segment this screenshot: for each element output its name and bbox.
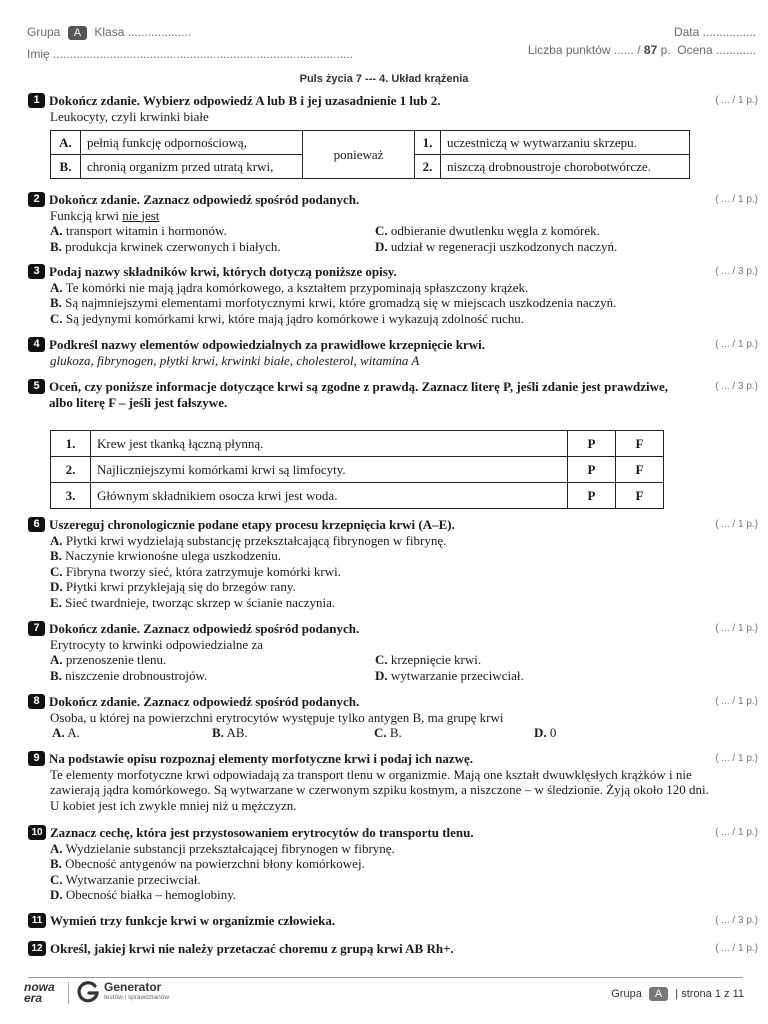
answer-row: [28, 668, 758, 684]
answer-letter: A.: [52, 725, 65, 740]
answer-a[interactable]: [50, 652, 375, 668]
task-header: [28, 379, 758, 410]
task-number: 11: [28, 913, 46, 928]
answer-letter: C.: [374, 725, 387, 740]
task-question: Podaj nazwy składników krwi, których dotyczą poniższe opisy.: [49, 264, 397, 279]
step-letter: D.: [50, 579, 63, 594]
true-false-table: [50, 430, 664, 509]
task-question: Wymień trzy funkcje krwi w organizmie człowieka.: [50, 913, 336, 928]
connector-cell: ponieważ: [303, 131, 415, 179]
answer-text: Obecność antygenów na powierzchni błony komórkowej.: [65, 856, 365, 871]
footer-group-label: Grupa: [611, 988, 642, 1000]
group-field: [27, 25, 191, 40]
task-stem: Leukocyty, czyli krwinki białe: [50, 108, 209, 124]
task-question: Określ, jakiej krwi nie należy przetaczać choremu z grupą krwi AB Rh+.: [50, 941, 454, 956]
task-6: [28, 517, 758, 610]
term-list[interactable]: glukoza, fibrynogen, płytki krwi, krwinki białe, cholesterol, witamina A: [50, 352, 420, 368]
nowa-era-logo: [24, 982, 64, 1004]
answer-row: [28, 239, 758, 255]
generator-subtitle: testów i sprawdzianów: [104, 994, 170, 1001]
task-points: ( ... / 1 p.): [715, 753, 758, 764]
item-text: Są jedynymi komórkami krwi, które mają jądro komórkowe i wykazują zdolność ruchu.: [65, 310, 525, 326]
answer-letter: C.: [50, 871, 63, 887]
answer-text: 0: [549, 725, 557, 740]
answer-text: przenoszenie tlenu.: [65, 652, 167, 667]
answer-text: B.: [389, 725, 402, 740]
generator-title: Generator: [104, 980, 162, 994]
answer-letter: B.: [50, 238, 62, 254]
step-letter: A.: [50, 532, 63, 548]
answer-text: Wytwarzanie przeciwciał.: [65, 871, 201, 887]
item-letter: C.: [50, 310, 63, 326]
task-number: 7: [28, 621, 45, 636]
answer-text: produkcja krwinek czerwonych i białych.: [65, 238, 281, 254]
task-12: [28, 941, 758, 957]
statement: Krew jest tkanką łączną płynną.: [91, 431, 568, 457]
group-badge: A: [68, 26, 87, 40]
item-c: [28, 311, 758, 327]
row-number: 2.: [51, 457, 91, 483]
logo-divider: [68, 982, 69, 1004]
class-label: Klasa ...................: [94, 25, 192, 39]
answer-text: Obecność białka – hemoglobiny.: [65, 887, 237, 902]
answer-c[interactable]: [375, 223, 700, 239]
table-row: [51, 483, 664, 509]
task-11: [28, 913, 758, 929]
answer-b[interactable]: [50, 668, 375, 684]
answer-c[interactable]: [375, 652, 700, 668]
true-option[interactable]: P: [568, 431, 616, 457]
option-number: 1.: [415, 131, 441, 155]
choice-table: [50, 130, 690, 179]
points-label: Liczba punktów ...... /: [527, 43, 641, 57]
task-question: Dokończ zdanie. Zaznacz odpowiedź spośród podanych.: [49, 621, 360, 636]
task-4: [28, 337, 758, 368]
statement: Głównym składnikiem osocza krwi jest woda.: [91, 483, 568, 509]
answer-letter: A.: [50, 223, 63, 238]
task-question: Uszereguj chronologicznie podane etapy procesu krzepnięcia krwi (A–E).: [49, 517, 455, 532]
true-option[interactable]: P: [568, 483, 616, 509]
task-2: [28, 192, 758, 254]
task-stem: [28, 208, 758, 224]
stem-text: Funkcją krwi: [50, 207, 123, 223]
answer-d[interactable]: [28, 887, 758, 903]
row-number: 3.: [51, 483, 91, 509]
task-5: [28, 379, 758, 503]
answer-a[interactable]: [52, 725, 212, 741]
task-question: Dokończ zdanie. Zaznacz odpowiedź spośród podanych.: [49, 694, 360, 709]
task-points: ( ... / 1 p.): [715, 519, 758, 530]
answer-letter: D.: [375, 238, 388, 254]
step-letter: E.: [50, 594, 62, 610]
task-question: Dokończ zdanie. Zaznacz odpowiedź spośród podanych.: [49, 192, 360, 207]
step-text: Naczynie krwionośne ulega uszkodzeniu.: [65, 548, 282, 563]
answer-letter: D.: [50, 887, 63, 902]
answer-text: niszczenie drobnoustrojów.: [65, 667, 208, 683]
item-b: [28, 295, 758, 311]
option-a[interactable]: pełnią funkcję odpornościową,: [81, 131, 303, 155]
answer-letter: A.: [50, 840, 63, 856]
answer-row: [28, 652, 758, 668]
task-7: [28, 621, 758, 683]
task-points: ( ... / 1 p.): [715, 339, 758, 350]
generator-brand: [104, 981, 169, 1002]
answer-b[interactable]: [212, 725, 374, 741]
answer-text: odbieranie dwutlenku węgla z komórek.: [390, 223, 600, 238]
answer-letter: B.: [50, 667, 62, 683]
answer-a[interactable]: [50, 223, 375, 239]
answer-letter: C.: [375, 223, 388, 238]
stem-underlined: nie jest: [122, 207, 160, 223]
step-text: Sieć twardnieje, tworząc skrzep w ścianie naczynia.: [65, 594, 336, 610]
option-1[interactable]: uczestniczą w wytwarzaniu skrzepu.: [441, 131, 690, 155]
row-number: 1.: [51, 431, 91, 457]
answer-text: udział w regeneracji uszkodzonych naczyń.: [390, 238, 618, 254]
task-question: Zaznacz cechę, która jest przystosowaniem erytrocytów do transportu tlenu.: [50, 825, 474, 840]
footer-group-badge: A: [649, 987, 668, 1001]
false-option[interactable]: F: [616, 483, 664, 509]
task-number: 5: [28, 379, 45, 394]
step-text: Płytki krwi wydzielają substancję przekształcającą fibrynogen w fibrynę.: [65, 532, 447, 548]
task-number: 3: [28, 264, 45, 279]
task-number: 12: [28, 941, 46, 956]
task-points: ( ... / 1 p.): [715, 194, 758, 205]
answer-text: Wydzielanie substancji przekształcającej fibrynogen w fibrynę.: [65, 840, 395, 856]
option-letter: A.: [51, 131, 81, 155]
table-row: [51, 457, 664, 483]
grade-label: Ocena ............: [677, 43, 756, 57]
answer-text: transport witamin i hormonów.: [65, 223, 227, 238]
answer-letter: D.: [534, 725, 547, 740]
item-a: [28, 280, 758, 296]
date-field: Data ................: [673, 25, 756, 39]
option-2[interactable]: niszczą drobnoustroje chorobotwórcze.: [441, 155, 690, 179]
answer-c[interactable]: [374, 725, 534, 741]
answer-d[interactable]: [375, 239, 700, 255]
task-8: [28, 694, 758, 741]
answer-text: krzepnięcie krwi.: [390, 652, 482, 667]
points-max: 87: [643, 43, 658, 57]
answer-letter: B.: [50, 856, 62, 871]
generator-icon: [76, 980, 100, 1009]
footer-divider: [28, 977, 743, 978]
task-points: ( ... / 1 p.): [715, 943, 758, 954]
group-label: Grupa: [27, 25, 61, 39]
option-number: 2.: [415, 155, 441, 179]
name-field: Imię ..........................................................................................: [27, 47, 354, 61]
step-text: Fibryna tworzy sieć, która zatrzymuje komórki krwi.: [65, 563, 341, 579]
answer-b[interactable]: [50, 239, 375, 255]
answer-a[interactable]: [28, 841, 758, 857]
task-3: [28, 264, 758, 326]
step-c: [28, 564, 758, 580]
task-stem: Osoba, u której na powierzchni erytrocytów występuje tylko antygen B, ma grupę krwi: [50, 709, 504, 725]
task-points: ( ... / 1 p.): [715, 696, 758, 707]
task-question: Dokończ zdanie. Wybierz odpowiedź A lub B i jej uzasadnienie 1 lub 2.: [49, 93, 441, 108]
task-points: ( ... / 1 p.): [715, 95, 758, 106]
task-10: [28, 825, 758, 903]
step-a: [28, 533, 758, 549]
points-unit: p.: [660, 43, 671, 57]
option-b[interactable]: chronią organizm przed utratą krwi,: [81, 155, 303, 179]
false-option[interactable]: F: [616, 431, 664, 457]
true-option[interactable]: P: [568, 457, 616, 483]
answer-text: wytwarzanie przeciwciał.: [390, 667, 524, 683]
answer-c[interactable]: [28, 872, 758, 888]
false-option[interactable]: F: [616, 457, 664, 483]
document-title: Puls życia 7 --- 4. Układ krążenia: [299, 73, 469, 85]
task-points: ( ... / 1 p.): [715, 827, 758, 838]
answer-text: A.: [67, 725, 80, 740]
task-points: ( ... / 3 p.): [715, 381, 758, 392]
logo-text: nowa era: [24, 980, 55, 1005]
answer-text: AB.: [226, 725, 248, 740]
step-b: [28, 548, 758, 564]
task-question: Na podstawie opisu rozpoznaj elementy morfotyczne krwi i podaj ich nazwę.: [49, 751, 474, 766]
step-letter: C.: [50, 563, 63, 579]
answer-row: [28, 725, 758, 741]
step-d: [28, 579, 758, 595]
answer-letter: D.: [375, 667, 388, 683]
step-letter: B.: [50, 548, 62, 563]
answer-letter: C.: [375, 652, 388, 667]
answer-letter: A.: [50, 652, 63, 667]
page-indicator: [611, 987, 744, 1001]
task-1: [28, 93, 758, 174]
page-number: | strona 1 z 11: [675, 988, 744, 1000]
task-points: ( ... / 3 p.): [715, 266, 758, 277]
answer-row: [28, 223, 758, 239]
task-9: [28, 751, 758, 813]
task-points: ( ... / 1 p.): [715, 623, 758, 634]
item-letter: A.: [50, 279, 63, 295]
points-grade-field: [528, 43, 756, 57]
task-number: 1: [28, 93, 45, 108]
item-letter: B.: [50, 295, 62, 310]
task-question: Podkreśl nazwy elementów odpowiedzialnych za prawidłowe krzepnięcie krwi.: [49, 337, 485, 352]
table-row: [51, 431, 664, 457]
answer-b[interactable]: [28, 856, 758, 872]
task-question: Oceń, czy poniższe informacje dotyczące krwi są zgodne z prawdą. Zaznacz literę P, jeśli zdanie jest prawdziwe, albo literę F – jeśli jest fałszywe.: [49, 379, 669, 410]
task-points: ( ... / 3 p.): [715, 915, 758, 926]
task-number: 8: [28, 694, 45, 709]
task-number: 10: [28, 825, 46, 840]
answer-d[interactable]: [534, 725, 556, 741]
step-e: [28, 595, 758, 611]
task-number: 9: [28, 751, 45, 766]
option-letter: B.: [51, 155, 81, 179]
item-text: Te komórki nie mają jądra komórkowego, a kształtem przypominają spłaszczony krążek.: [65, 279, 529, 295]
description-text: Te elementy morfotyczne krwi odpowiadają za transport tlenu w organizmie. Mają one kształt dwuwklęsłych krążków i nie zawierają jądra komórkowego. Są wytwarzane w czerwonym szpiku kostnym, a niszczone – w śledzionie. Żyją około 120 dni. U kobiet jest ich zwykle mniej niż u mężczyzn.: [50, 766, 709, 813]
task-number: 2: [28, 192, 45, 207]
step-text: Płytki krwi przyklejają się do brzegów rany.: [65, 579, 296, 594]
statement: Najliczniejszymi komórkami krwi są limfocyty.: [91, 457, 568, 483]
task-number: 4: [28, 337, 45, 352]
answer-letter: B.: [212, 725, 224, 740]
task-number: 6: [28, 517, 45, 532]
item-text: Są najmniejszymi elementami morfotycznymi krwi, które gromadzą się w miejscach uszkodzenia naczyń.: [65, 295, 617, 310]
task-stem: Erytrocyty to krwinki odpowiedzialne za: [50, 636, 263, 652]
answer-d[interactable]: [375, 668, 700, 684]
